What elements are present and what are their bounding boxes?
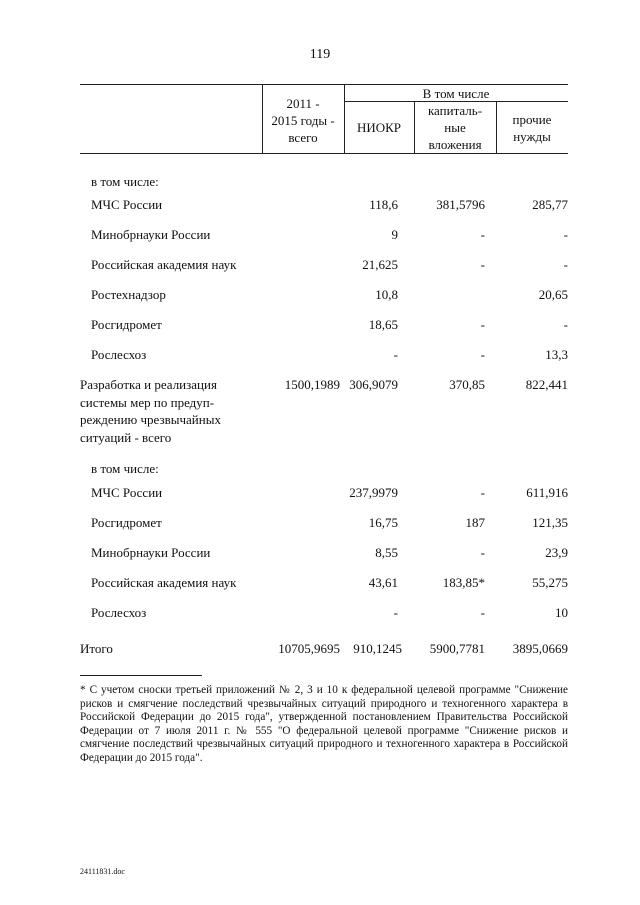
cell-niokr: 237,9979	[349, 485, 398, 500]
cell-niokr: -	[393, 347, 398, 362]
cell-other: 822,441	[525, 377, 568, 392]
row-label: Российская академия наук	[91, 575, 237, 590]
row-label: в том числе:	[91, 461, 159, 476]
cell-total: 1500,1989	[284, 377, 340, 392]
row-label: Росгидромет	[91, 515, 162, 530]
cell-other: 20,65	[538, 287, 568, 302]
cell-other: 611,916	[526, 485, 568, 500]
cell-niokr: 910,1245	[353, 641, 402, 656]
row-label: Росгидромет	[91, 317, 162, 332]
row-label: Российская академия наук	[91, 257, 237, 272]
cell-niokr: 118,6	[369, 197, 398, 212]
header-bottom-rule	[80, 153, 568, 154]
cell-capital: -	[480, 317, 485, 332]
cell-other: 10	[555, 605, 568, 620]
row-label: Разработка и реализация системы мер по предуп-реждению чрезвычайных ситуаций - всего	[80, 377, 221, 445]
cell-capital: -	[480, 257, 485, 272]
cell-capital: 187	[465, 515, 485, 530]
cell-other: 121,35	[532, 515, 568, 530]
cell-capital: -	[480, 347, 485, 362]
row-label: Итого	[80, 641, 113, 656]
cell-other: 23,9	[545, 545, 568, 560]
cell-other: -	[563, 227, 568, 242]
document-id: 24111831.doc	[80, 867, 125, 876]
cell-other: -	[563, 317, 568, 332]
cell-niokr: 18,65	[368, 317, 398, 332]
header-niokr: НИОКР	[356, 120, 402, 135]
header-capital: капиталь- ные вложения	[427, 103, 483, 152]
cell-niokr: 9	[391, 227, 398, 242]
cell-capital: 381,5796	[436, 197, 485, 212]
cell-capital: -	[480, 605, 485, 620]
page-number: 119	[309, 47, 331, 62]
cell-niokr: 306,9079	[349, 377, 398, 392]
cell-capital: 183,85*	[442, 575, 485, 590]
cell-capital: -	[480, 227, 485, 242]
footnote-separator	[80, 675, 202, 676]
header-total: 2011 - 2015 годы - всего	[271, 96, 335, 145]
cell-capital: 5900,7781	[429, 641, 485, 656]
cell-niokr: 43,61	[368, 575, 398, 590]
cell-niokr: 21,625	[362, 257, 398, 272]
row-label: Рослесхоз	[91, 347, 147, 362]
cell-other: 13,3	[545, 347, 568, 362]
cell-total: 10705,9695	[278, 641, 340, 656]
cell-niokr: 10,8	[375, 287, 398, 302]
row-label: МЧС России	[91, 197, 163, 212]
cell-other: 55,275	[532, 575, 568, 590]
row-label: МЧС России	[91, 485, 163, 500]
cell-capital: -	[480, 545, 485, 560]
row-label: Рослесхоз	[91, 605, 147, 620]
cell-other: -	[563, 257, 568, 272]
cell-other: 285,77	[532, 197, 568, 212]
row-label: Ростехнадзор	[91, 287, 166, 302]
cell-other: 3895,0669	[512, 641, 568, 656]
cell-capital: -	[480, 485, 485, 500]
footnote: * С учетом сноски третьей приложений № 2, 3 и 10 к федеральной целевой программе "Снижение рисков и смягчение последствий чрезвычайных ситуаций природного и техногенного характера в Российской Федерации до 2015 года", утвержденной постановлением Правительства Российской Федерации от 7 июля 2011 г. № 555 "О федеральной целевой программе "Снижение рисков и смягчение последствий чрезвычайных ситуаций природного и техногенного характера в Российской Федерации до 2015 года".	[80, 684, 568, 764]
row-label: Минобрнауки России	[91, 227, 211, 242]
cell-niokr: -	[393, 605, 398, 620]
cell-niokr: 8,55	[375, 545, 398, 560]
header-other: прочие нужды	[512, 112, 552, 144]
cell-capital: 370,85	[449, 377, 485, 392]
row-label: Минобрнауки России	[91, 545, 211, 560]
header-including: В том числе	[422, 86, 490, 101]
row-label: в том числе:	[91, 174, 159, 189]
cell-niokr: 16,75	[368, 515, 398, 530]
